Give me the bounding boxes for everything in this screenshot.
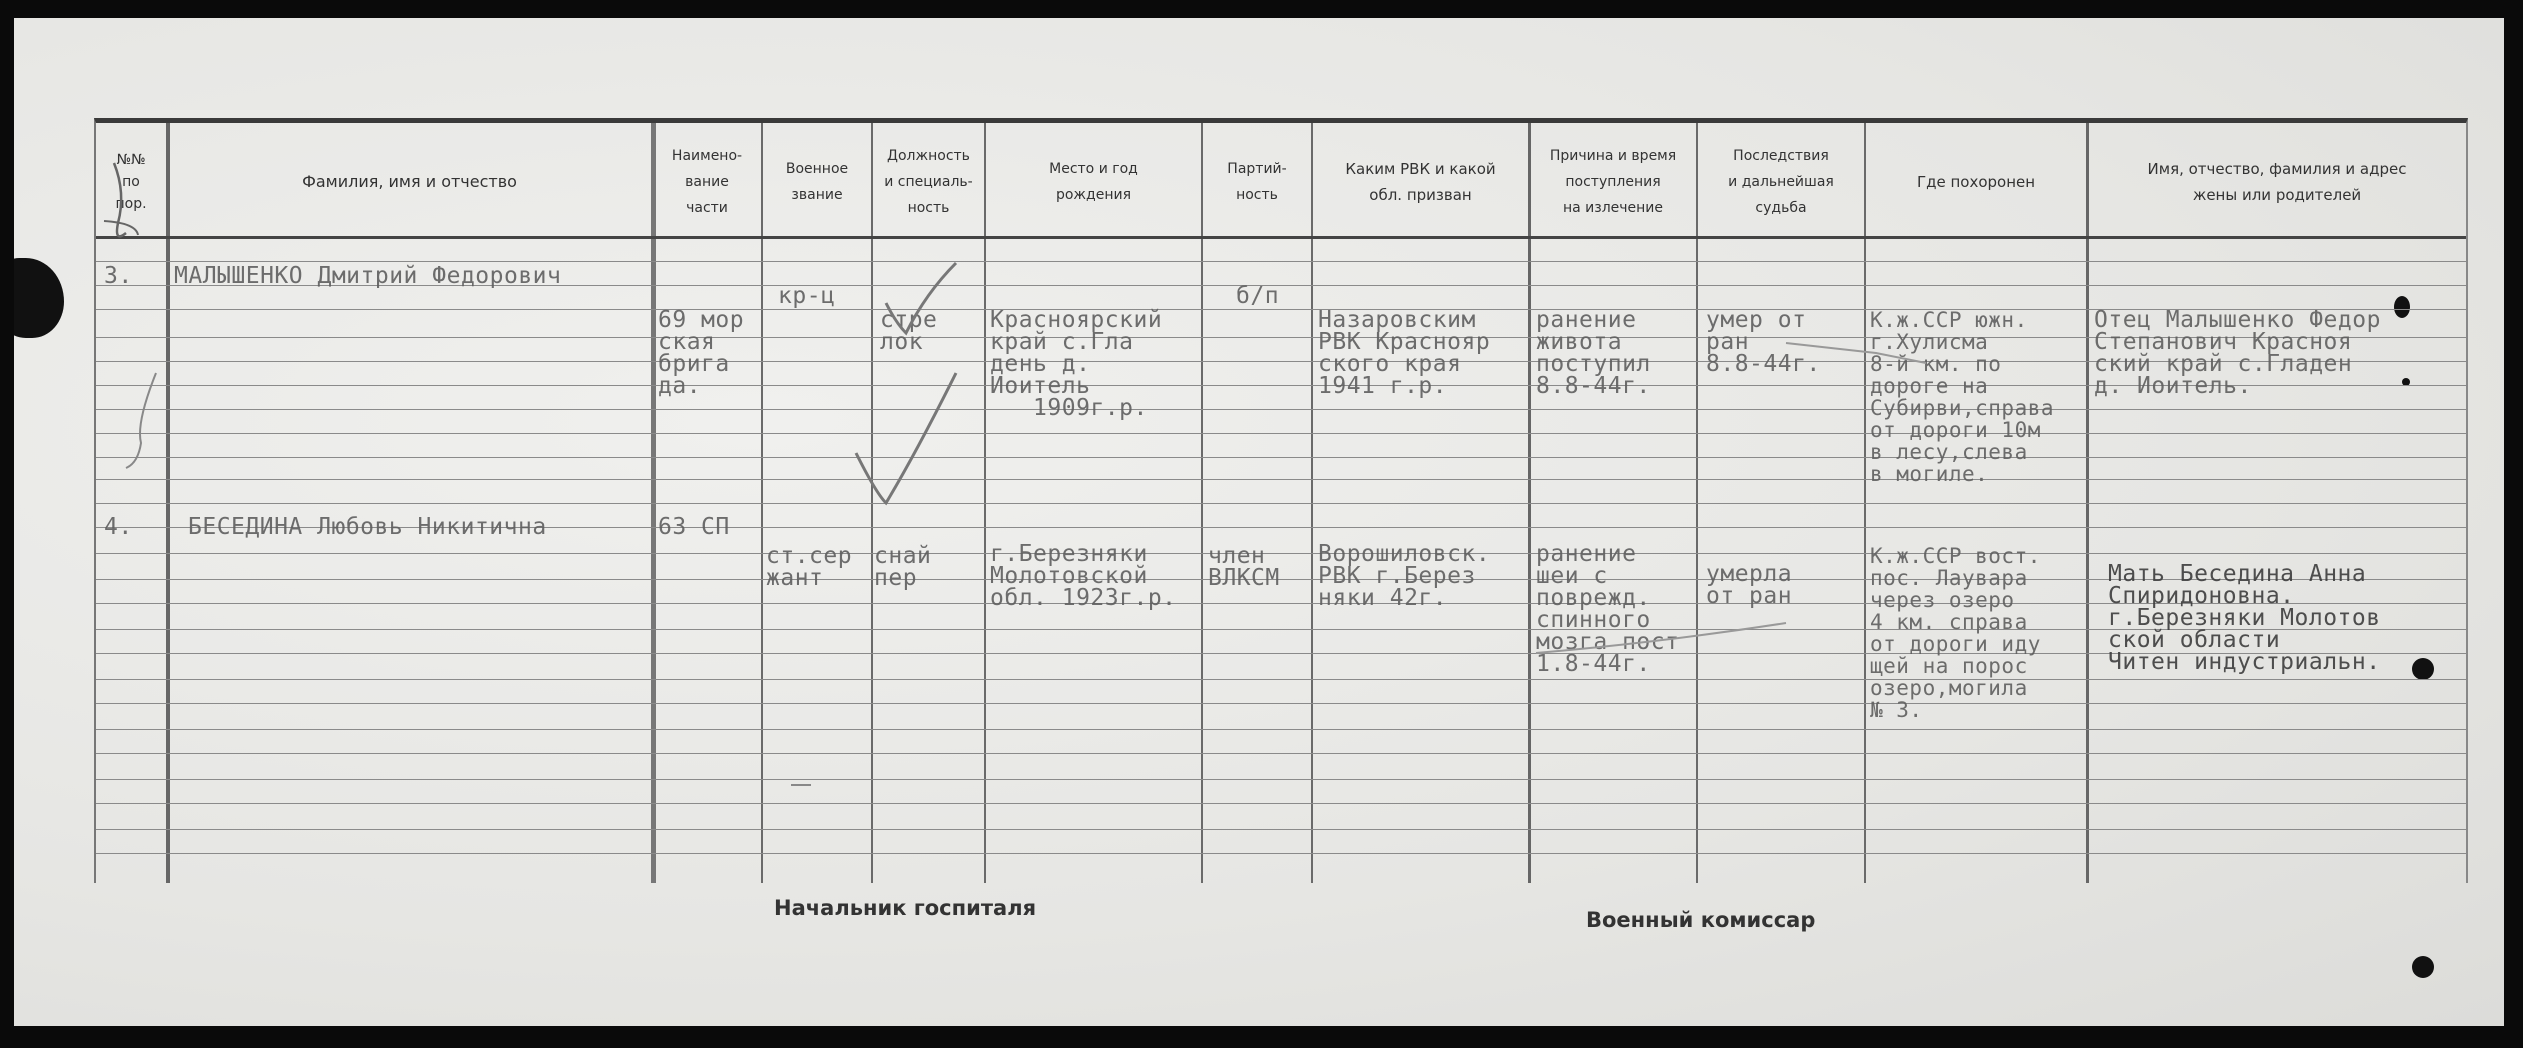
row-unit: 69 мор ская брига да. [658, 307, 745, 399]
row-relatives: Отец Малышенко Федор Степанович Красноя ский край с.Гладен д. Иоитель. [2094, 307, 2381, 399]
hospital-chief-signature-label: Начальник госпиталя [774, 896, 1037, 920]
row-unit: 63 СП [658, 514, 730, 540]
header-relatives: Имя, отчество, фамилия и адрес жены или родителей [2147, 160, 2407, 204]
header-party: Партий- ность [1227, 161, 1287, 203]
row-relatives: Мать Беседина Анна Спиридоновна. г.Березняки Молотов ской области Читен индустриальн. [2108, 561, 2381, 675]
header-fate: Последствия и дальнейшая судьба [1728, 148, 1834, 216]
check-mark-icon [96, 123, 2466, 883]
header-birth: Место и год рождения [1049, 161, 1138, 203]
header-num: №№ по пор. [115, 152, 147, 212]
row-num: 4. [104, 514, 133, 540]
row-fate: умер от ран 8.8-44г. [1706, 307, 1821, 377]
row-name: МАЛЫШЕНКО Дмитрий Федорович [174, 263, 562, 289]
ink-stain [2412, 956, 2434, 978]
row-rank: ст.сер жант [766, 543, 853, 591]
row-rvk: Назаровским РВК Краснояр ского края 1941 г.р. [1318, 307, 1491, 399]
row-position: снай пер [874, 543, 932, 591]
row-num: 3. [104, 263, 133, 289]
header-buried: Где похоронен [1916, 173, 2036, 191]
row-buried: К.ж.ССР вост. пос. Лаувара через озеро 4 км. справа от дороги иду щей на порос озеро,могила № 3. [1870, 544, 2041, 722]
row-cause: ранение живота поступил 8.8-44г. [1536, 307, 1651, 399]
row-rvk: Ворошиловск. РВК г.Берез няки 42г. [1318, 541, 1491, 611]
military-commissar-signature-label: Военный комиссар [1586, 908, 1816, 932]
row-birth: Красноярский край с.Гла день д. Иоитель 1909г.р. [990, 307, 1163, 421]
header-rank: Военное звание [785, 161, 849, 203]
row-position: стре лок [880, 307, 938, 355]
row-birth: г.Березняки Молотовской обл. 1923г.р. [990, 541, 1177, 611]
row-party: член ВЛКСМ [1208, 543, 1280, 591]
row-party: б/п [1236, 283, 1280, 309]
header-unit: Наимено- вание части [671, 148, 743, 216]
row-fate: умерла от ран [1706, 561, 1793, 609]
row-cause: ранение шеи с поврежд. спинного мозга пост 1.8-44г. [1536, 541, 1680, 677]
header-name: Фамилия, имя и отчество [302, 172, 517, 191]
header-rvk: Каким РВК и какой обл. призван [1345, 160, 1496, 204]
header-cause: Причина и время поступления на излечение [1549, 148, 1677, 216]
header-position: Должность и специаль- ность [884, 148, 973, 216]
ink-stain [14, 258, 64, 338]
records-table [94, 118, 2468, 883]
row-name: БЕСЕДИНА Любовь Никитична [188, 514, 547, 540]
row-buried: К.ж.ССР южн. г.Хулисма 8-й км. по дороге на Субирви,справа от дороги 10м в лесу,слева в могиле. [1870, 308, 2055, 486]
document-sheet [14, 18, 2504, 1026]
row-rank: кр-ц [778, 283, 836, 309]
